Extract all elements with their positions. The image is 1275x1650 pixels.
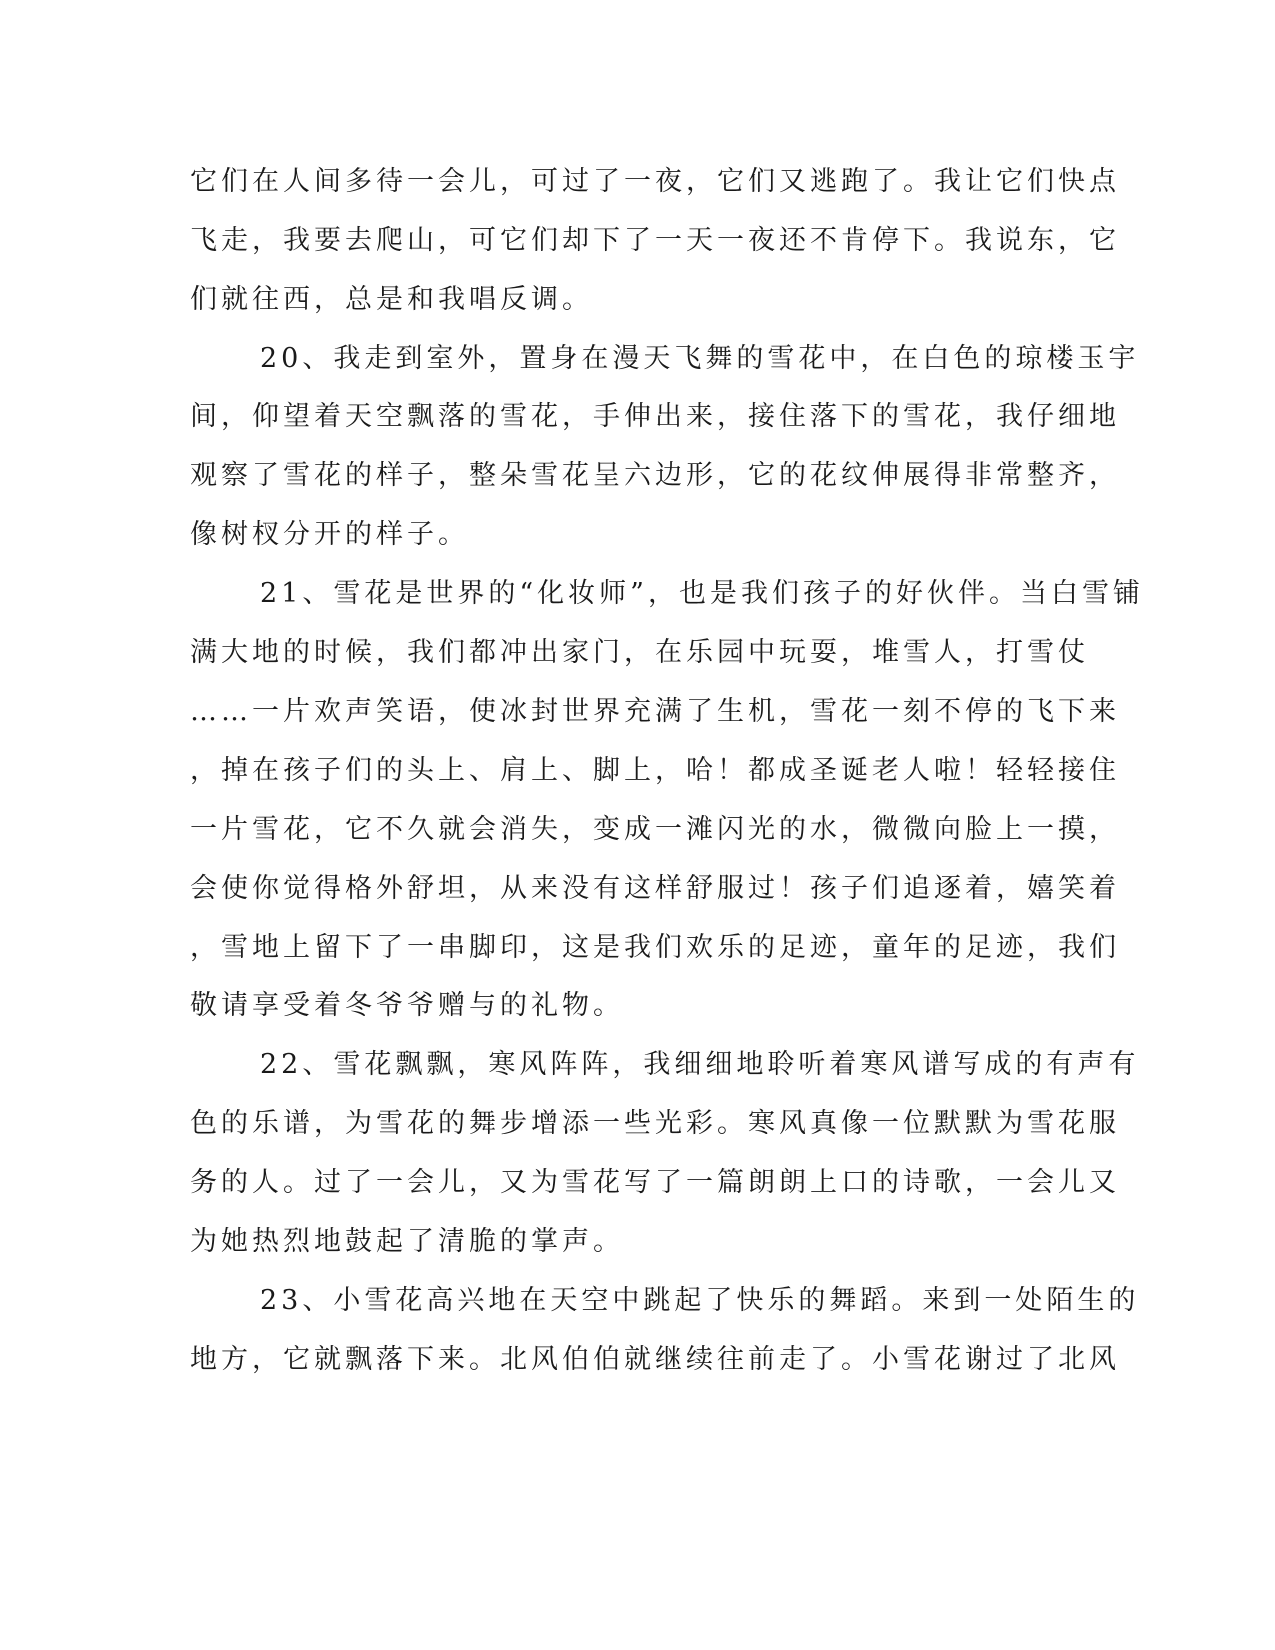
paragraph-22-first-line: 22、雪花飘飘，寒风阵阵，我细细地聆听着寒风谱写成的有声有 bbox=[260, 1049, 1140, 1080]
text-line: 它们在人间多待一会儿，可过了一夜，它们又逃跑了。我让它们快点 bbox=[190, 166, 1120, 197]
text-line: ，掉在孩子们的头上、肩上、脚上，哈！都成圣诞老人啦！轻轻接住 bbox=[190, 755, 1120, 786]
text-line: 们就往西，总是和我唱反调。 bbox=[190, 284, 593, 315]
text-line: 一片雪花，它不久就会消失，变成一滩闪光的水，微微向脸上一摸， bbox=[190, 814, 1120, 845]
text-line: 色的乐谱，为雪花的舞步增添一些光彩。寒风真像一位默默为雪花服 bbox=[190, 1108, 1120, 1139]
text-line: 像树杈分开的样子。 bbox=[190, 519, 469, 550]
paragraph-21-first-line: 21、雪花是世界的“化妆师”，也是我们孩子的好伙伴。当白雪铺 bbox=[260, 578, 1144, 609]
text-line: ……一片欢声笑语，使冰封世界充满了生机，雪花一刻不停的飞下来 bbox=[190, 696, 1120, 727]
text-line: 为她热烈地鼓起了清脆的掌声。 bbox=[190, 1226, 624, 1257]
paragraph-20-first-line: 20、我走到室外，置身在漫天飞舞的雪花中，在白色的琼楼玉宇 bbox=[260, 343, 1140, 374]
text-line: 间，仰望着天空飘落的雪花，手伸出来，接住落下的雪花，我仔细地 bbox=[190, 401, 1120, 432]
paragraph-23-first-line: 23、小雪花高兴地在天空中跳起了快乐的舞蹈。来到一处陌生的 bbox=[260, 1285, 1140, 1316]
text-line: 地方，它就飘落下来。北风伯伯就继续往前走了。小雪花谢过了北风 bbox=[190, 1344, 1120, 1375]
text-line: 务的人。过了一会儿，又为雪花写了一篇朗朗上口的诗歌，一会儿又 bbox=[190, 1167, 1120, 1198]
text-line: 满大地的时候，我们都冲出家门，在乐园中玩耍，堆雪人，打雪仗 bbox=[190, 637, 1089, 668]
text-line: 飞走，我要去爬山，可它们却下了一天一夜还不肯停下。我说东，它 bbox=[190, 225, 1120, 256]
text-line: 观察了雪花的样子，整朵雪花呈六边形，它的花纹伸展得非常整齐， bbox=[190, 460, 1120, 491]
text-line: ，雪地上留下了一串脚印，这是我们欢乐的足迹，童年的足迹，我们 bbox=[190, 932, 1120, 963]
text-line: 会使你觉得格外舒坦，从来没有这样舒服过！孩子们追逐着，嬉笑着 bbox=[190, 873, 1120, 904]
text-line: 敬请享受着冬爷爷赠与的礼物。 bbox=[190, 990, 624, 1021]
